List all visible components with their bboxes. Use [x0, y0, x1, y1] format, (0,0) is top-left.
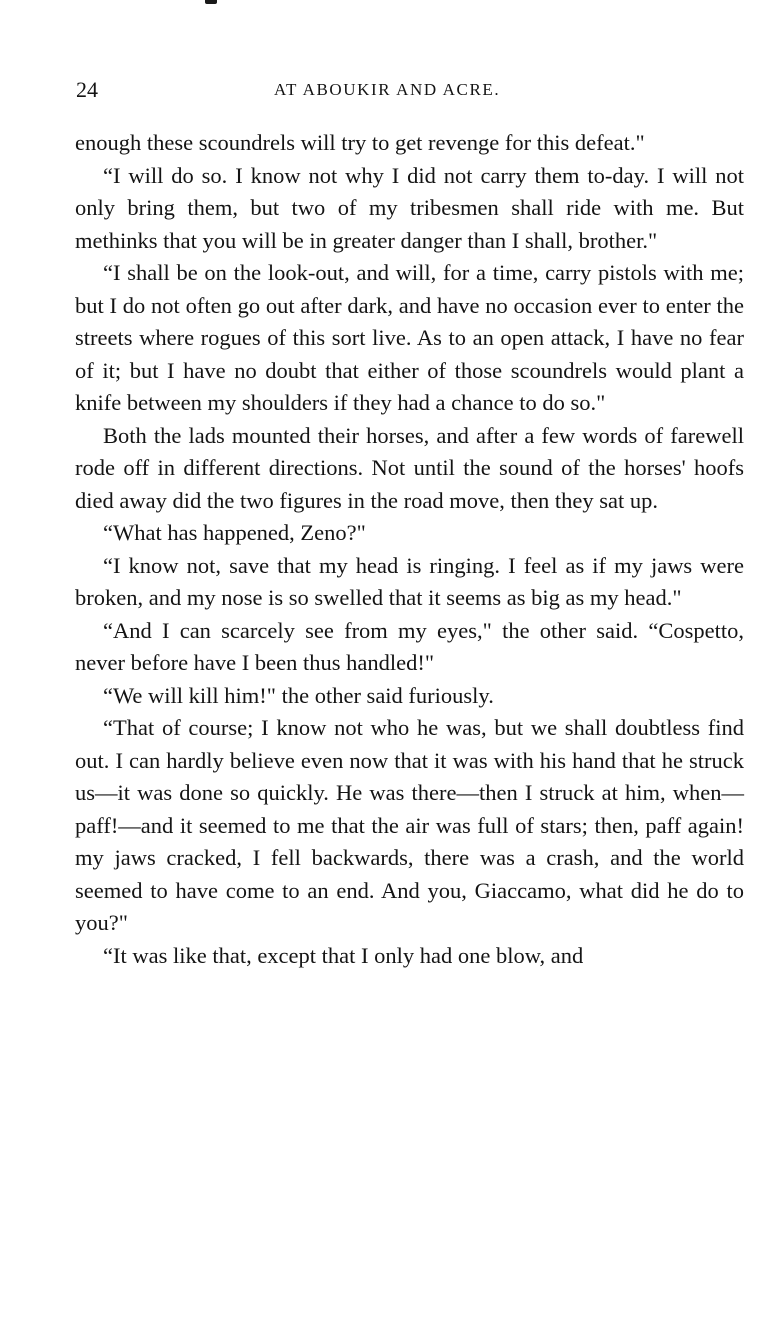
paragraph: “I will do so. I know not why I did not carry them to-day. I will not only bring them, but two of my tribesmen shall ride with me. But methinks that you will be in greater danger than I shall, brother.": [75, 162, 744, 253]
running-title: AT ABOUKIR AND ACRE.: [274, 80, 501, 99]
paragraph: Both the lads mounted their horses, and after a few words of farewell rode off in different directions. Not until the sound of the horses' hoofs died away did the two figures in the road move, then they sat up.: [75, 422, 744, 513]
paragraph: “And I can scarcely see from my eyes," the other said. “Cospetto, never before have I been thus handled!": [75, 617, 744, 675]
paragraph: “I shall be on the look-out, and will, for a time, carry pistols with me; but I do not often go out after dark, and have no occasion ever to enter the streets where rogues of this sort live. As to an open attack, I have no fear of it; but I have no doubt that either of those scoundrels would plant a knife between my shoulders if they had a chance to do so.": [75, 260, 744, 415]
paragraph: “What has happened, Zeno?": [103, 520, 366, 545]
body-text: [75, 127, 744, 972]
paragraph: “It was like that, except that I only had one blow, and: [103, 942, 584, 968]
paragraph: “We will kill him!" the other said furiously.: [103, 682, 494, 708]
running-header: [76, 74, 744, 106]
paragraph: “That of course; I know not who he was, but we shall doubtless find out. I can hardly believe even now that it was with his hand that he struck us—it was done so quickly. He was there—then I struck at him, when—paff!—and it seemed to me that the air was full of stars; then, paff again! my jaws cracked, I fell backwards, there was a crash, and the world seemed to have come to an end. And you, Giaccamo, what did he do to you?": [75, 715, 744, 935]
paragraph-continued: enough these scoundrels will try to get revenge for this defeat.": [75, 130, 645, 155]
scan-artifact: [205, 0, 217, 4]
page-number: 24: [76, 77, 98, 102]
paragraph: “I know not, save that my head is ringing. I feel as if my jaws were broken, and my nose is so swelled that it seems as big as my head.": [75, 552, 744, 610]
